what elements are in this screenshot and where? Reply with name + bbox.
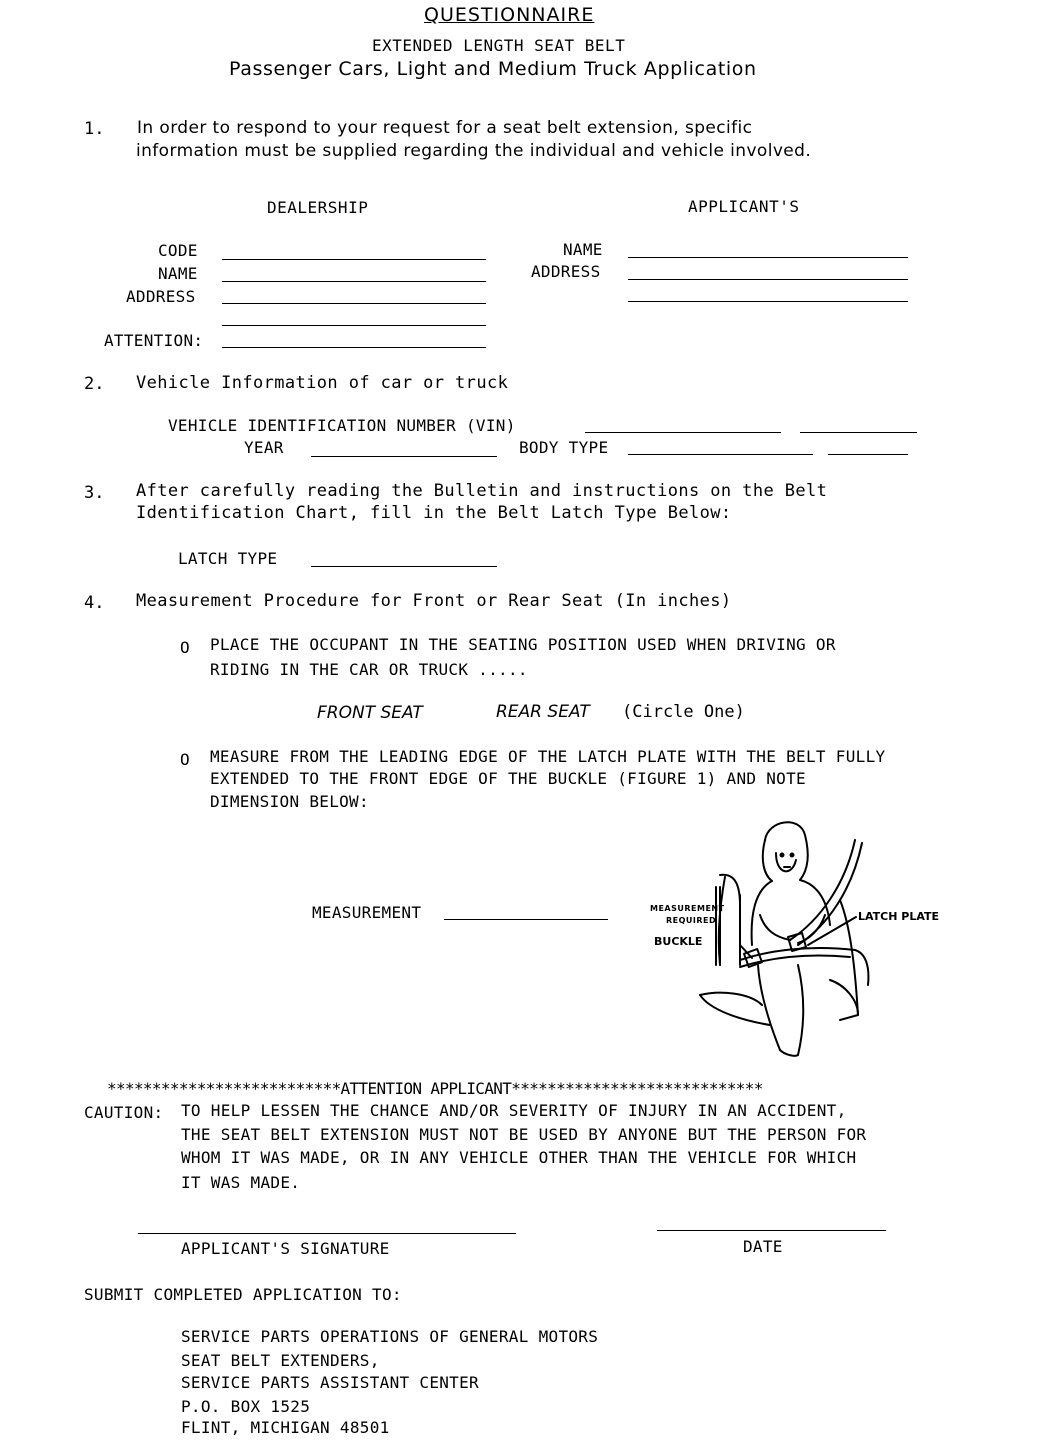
applicant-heading: APPLICANT'S [688, 197, 800, 216]
submit-address-line2: SEAT BELT EXTENDERS, [181, 1351, 380, 1370]
document-title: QUESTIONNAIRE [424, 4, 595, 26]
date-label: DATE [743, 1237, 783, 1256]
section-1-text-line1: In order to respond to your request for a seat belt extension, specific [137, 118, 753, 138]
measurement-required-label-2: REQUIRED [666, 916, 717, 925]
bullet-1-marker: O [180, 638, 190, 657]
vin-label: VEHICLE IDENTIFICATION NUMBER (VIN) [168, 416, 516, 435]
dealer-address-field-1[interactable] [222, 303, 486, 304]
latch-type-label: LATCH TYPE [178, 549, 278, 568]
section-3-text-line2: Identification Chart, fill in the Belt Latch Type Below: [136, 503, 732, 523]
submit-heading: SUBMIT COMPLETED APPLICATION TO: [84, 1285, 402, 1304]
section-3-number: 3. [84, 483, 105, 503]
application-scope: Passenger Cars, Light and Medium Truck Application [229, 58, 757, 80]
dealer-address-field-2[interactable] [222, 325, 486, 326]
body-type-field-1[interactable] [628, 454, 813, 455]
date-field[interactable] [657, 1230, 886, 1231]
submit-address-line4: P.O. BOX 1525 [181, 1397, 311, 1416]
dealer-address-label: ADDRESS [126, 287, 196, 306]
measurement-required-label-1: MEASUREMENT [650, 904, 725, 913]
caution-line3: WHOM IT WAS MADE, OR IN ANY VEHICLE OTHER THAN THE VEHICLE FOR WHICH [181, 1148, 857, 1167]
section-4-heading: Measurement Procedure for Front or Rear Seat (In inches) [136, 591, 732, 611]
section-2-heading: Vehicle Information of car or truck [136, 373, 509, 393]
caution-label: CAUTION: [84, 1103, 164, 1122]
section-1-number: 1. [84, 119, 105, 139]
bullet-2-line1: MEASURE FROM THE LEADING EDGE OF THE LATCH PLATE WITH THE BELT FULLY [210, 747, 886, 766]
caution-line2: THE SEAT BELT EXTENSION MUST NOT BE USED BY ANYONE BUT THE PERSON FOR [181, 1125, 867, 1144]
circle-one-instruction: (Circle One) [622, 702, 745, 722]
section-4-number: 4. [84, 593, 105, 613]
vin-field-2[interactable] [800, 432, 917, 433]
applicant-address-field-2[interactable] [628, 301, 908, 302]
signature-field[interactable] [138, 1233, 516, 1234]
body-type-label: BODY TYPE [519, 438, 609, 457]
buckle-label: BUCKLE [654, 935, 703, 948]
dealer-name-field[interactable] [222, 281, 486, 282]
submit-address-line1: SERVICE PARTS OPERATIONS OF GENERAL MOTORS [181, 1327, 599, 1346]
caution-line1: TO HELP LESSEN THE CHANCE AND/OR SEVERITY OF INJURY IN AN ACCIDENT, [181, 1101, 847, 1120]
document-subtitle: EXTENDED LENGTH SEAT BELT [372, 36, 626, 55]
rear-seat-option[interactable]: REAR SEAT [496, 702, 590, 722]
measurement-field[interactable] [444, 919, 608, 920]
applicant-address-field-1[interactable] [628, 279, 908, 280]
seat-belt-figure [680, 815, 900, 1060]
submit-address-line3: SERVICE PARTS ASSISTANT CENTER [181, 1373, 479, 1392]
front-seat-option[interactable]: FRONT SEAT [317, 703, 423, 723]
measurement-label: MEASUREMENT [312, 903, 422, 922]
latch-type-field[interactable] [311, 566, 497, 567]
attention-label: ATTENTION: [104, 331, 204, 350]
attention-field[interactable] [222, 347, 486, 348]
attention-banner: **************************ATTENTION APPLICANT**************************** [107, 1079, 763, 1098]
signature-label: APPLICANT'S SIGNATURE [181, 1239, 390, 1258]
bullet-1-line1: PLACE THE OCCUPANT IN THE SEATING POSITION USED WHEN DRIVING OR [210, 635, 836, 654]
bullet-1-line2: RIDING IN THE CAR OR TRUCK ..... [210, 660, 528, 679]
section-1-text-line2: information must be supplied regarding the individual and vehicle involved. [136, 141, 812, 161]
dealer-name-label: NAME [158, 264, 198, 283]
bullet-2-marker: O [180, 750, 190, 769]
section-2-number: 2. [84, 374, 105, 394]
bullet-2-line3: DIMENSION BELOW: [210, 792, 369, 811]
section-3-text-line1: After carefully reading the Bulletin and instructions on the Belt [136, 481, 828, 501]
dealership-heading: DEALERSHIP [267, 198, 369, 217]
submit-address-line5: FLINT, MICHIGAN 48501 [181, 1418, 390, 1437]
body-type-field-2[interactable] [828, 454, 908, 455]
latch-plate-label: LATCH PLATE [858, 910, 940, 923]
dealer-code-label: CODE [158, 241, 198, 260]
bullet-2-line2: EXTENDED TO THE FRONT EDGE OF THE BUCKLE (FIGURE 1) AND NOTE [210, 769, 806, 788]
year-label: YEAR [244, 438, 284, 457]
applicant-address-label: ADDRESS [531, 262, 601, 281]
dealer-code-field[interactable] [222, 259, 486, 260]
applicant-name-label: NAME [563, 240, 603, 259]
year-field[interactable] [311, 456, 497, 457]
caution-line4: IT WAS MADE. [181, 1173, 301, 1192]
vin-field-1[interactable] [585, 432, 781, 433]
applicant-name-field[interactable] [628, 257, 908, 258]
